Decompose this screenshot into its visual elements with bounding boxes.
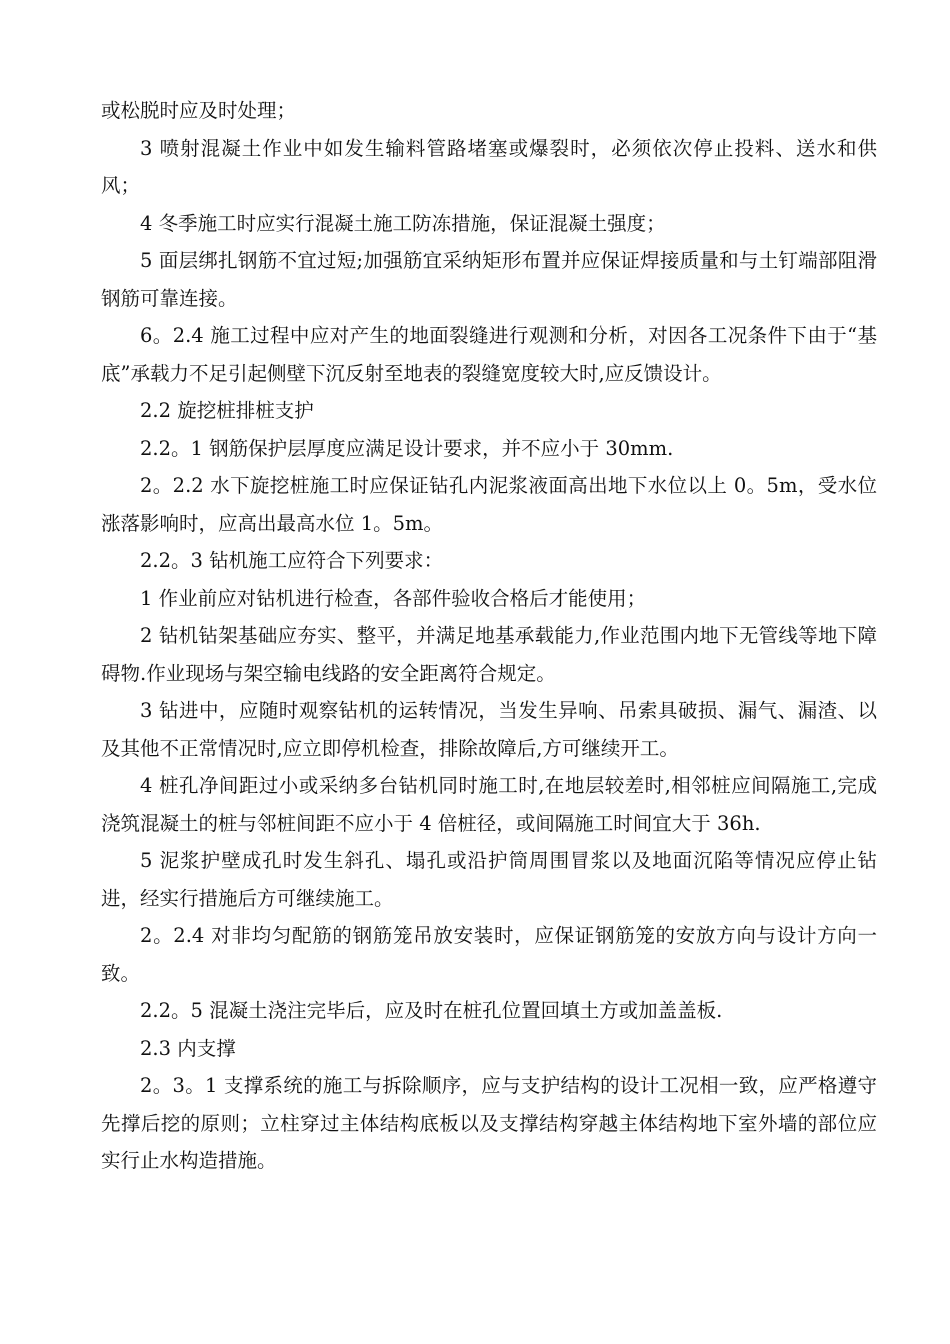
paragraph: 4 冬季施工时应实行混凝土施工防冻措施，保证混凝土强度；: [140, 211, 666, 235]
list-item: 5 泥浆护壁成孔时发生斜孔、塌孔或沿护筒周围冒浆以及地面沉陷等情况应停止钻进，经实行措施后方可继续施工。: [101, 849, 877, 910]
paragraph: 2.2。5 混凝土浇注完毕后，应及时在桩孔位置回填土方或加盖盖板.: [140, 999, 723, 1022]
list-item: 3 钻进中，应随时观察钻机的运转情况，当发生异响、吊索具破损、漏气、漏渣、以及其他不正常情况时,应立即停机检查，排除故障后,方可继续开工。: [101, 699, 877, 760]
list-item: 4 桩孔净间距过小或采纳多台钻机同时施工时,在地层较差时,相邻桩应间隔施工,完成浇筑混凝土的桩与邻桩间距不应小于 4 倍桩径，或间隔施工时间宜大于 36h.: [101, 774, 877, 835]
paragraph: 2.2。1 钢筋保护层厚度应满足设计要求，并不应小于 30mm.: [140, 436, 674, 460]
paragraph: 或松脱时应及时处理；: [101, 99, 297, 122]
paragraph: 6。2.4 施工过程中应对产生的地面裂缝进行观测和分析，对因各工况条件下由于“基底”承载力不足引起侧壁下沉反射至地表的裂缝宽度较大时,应反馈设计。: [101, 324, 877, 385]
paragraph: 2。2.2 水下旋挖桩施工时应保证钻孔内泥浆液面高出地下水位以上 0。5m，受水位涨落影响时，应高出最高水位 1。5m。: [101, 474, 877, 535]
paragraph: 2.2。3 钻机施工应符合下列要求：: [140, 549, 444, 572]
document-body: [101, 92, 877, 1180]
paragraph: 2。2.4 对非均匀配筋的钢筋笼吊放安装时，应保证钢筋笼的安放方向与设计方向一致。: [101, 924, 877, 985]
section-heading: 2.3 内支撑: [140, 1036, 236, 1060]
paragraph: 5 面层绑扎钢筋不宜过短;加强筋宜采纳矩形布置并应保证焊接质量和与土钉端部阻滑钢筋可靠连接。: [101, 249, 877, 310]
section-heading: 2.2 旋挖桩排桩支护: [140, 399, 314, 422]
paragraph: 2。3。1 支撑系统的施工与拆除顺序，应与支护结构的设计工况相一致，应严格遵守先撑后挖的原则；立柱穿过主体结构底板以及支撑结构穿越主体结构地下室外墙的部位应实行止水构造措施。: [101, 1074, 877, 1172]
list-item: 2 钻机钻架基础应夯实、整平，并满足地基承载能力,作业范围内地下无管线等地下障碍物.作业现场与架空输电线路的安全距离符合规定。: [101, 624, 877, 685]
paragraph: 3 喷射混凝土作业中如发生输料管路堵塞或爆裂时，必须依次停止投料、送水和供风；: [101, 136, 877, 197]
list-item: 1 作业前应对钻机进行检查，各部件验收合格后才能使用；: [140, 586, 647, 610]
